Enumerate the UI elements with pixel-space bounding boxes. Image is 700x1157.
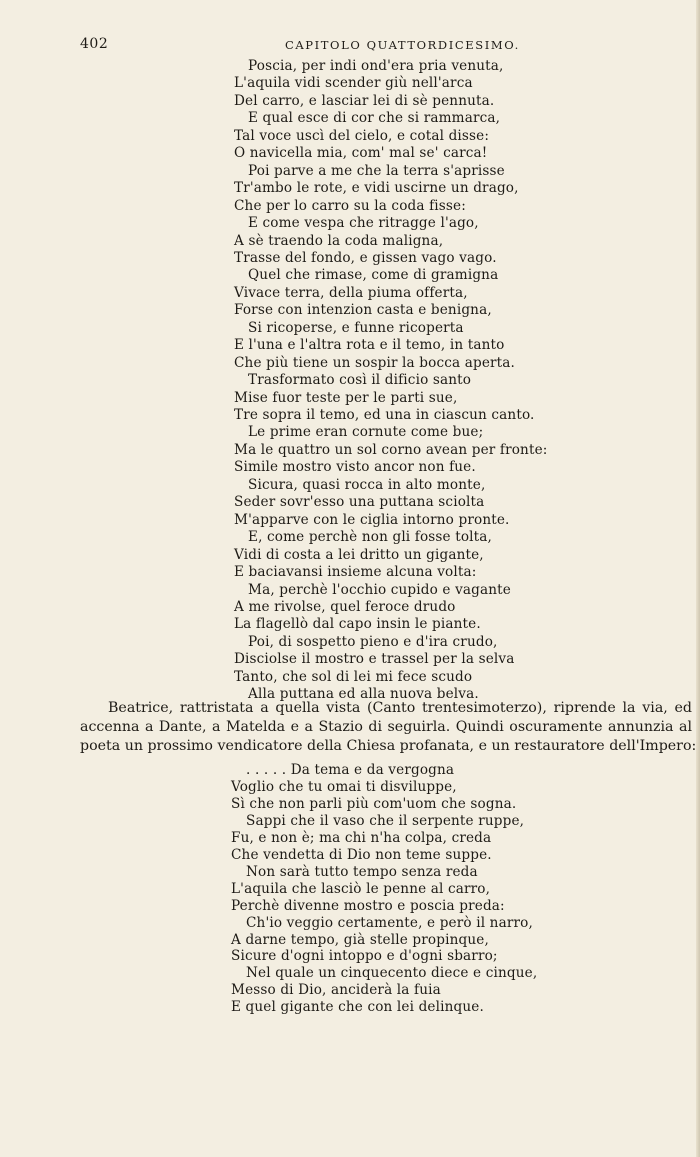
- verse-line: A sè traendo la coda maligna,: [234, 232, 444, 249]
- verse-line: Messo di Dio, anciderà la fuia: [231, 982, 441, 999]
- verse-line: A darne tempo, già stelle propinque,: [231, 931, 489, 948]
- verse-line: . . . . . Da tema e da vergogna: [246, 762, 455, 778]
- prose-paragraph: [80, 699, 697, 756]
- verse-line: Forse con intenzion casta e benigna,: [234, 302, 492, 319]
- verse-line: Nel quale un cinquecento diece e cinque,: [246, 965, 538, 982]
- verse-line: Vidi di costa a lei dritto un gigante,: [234, 546, 484, 563]
- verse-line: E baciavansi insieme alcuna volta:: [234, 564, 477, 581]
- verse-line: Seder sovr'esso una puttana sciolta: [234, 494, 485, 511]
- verse-line: O navicella mia, com' mal se' carca!: [234, 145, 488, 162]
- verse-line: Poi, di sospetto pieno e d'ira crudo,: [248, 633, 498, 650]
- verse-line: Disciolse il mostro e trassel per la selva: [234, 651, 515, 668]
- verse-line: La flagellò dal capo insin le piante.: [234, 616, 481, 633]
- verse-line: Del carro, e lasciar lei di sè pennuta.: [234, 92, 495, 109]
- verse-line: Ma, perchè l'occhio cupido e vagante: [248, 581, 511, 598]
- verse-line: Trasformato così il dificio santo: [248, 372, 472, 389]
- page-number: 402: [80, 36, 109, 52]
- page-edge: [696, 0, 700, 1157]
- verse-line: Ch'io veggio certamente, e però il narro,: [246, 914, 533, 931]
- verse-line: L'aquila che lasciò le penne al carro,: [231, 880, 491, 897]
- verse-line: L'aquila vidi scender giù nell'arca: [234, 75, 473, 92]
- verse-line: Si ricoperse, e funne ricoperta: [248, 319, 464, 336]
- prose-line: Beatrice, rattristata a quella vista (Canto trentesimoterzo), riprende la via, ed: [108, 700, 692, 716]
- verse-line: Sicura, quasi rocca in alto monte,: [248, 476, 486, 493]
- verse-line: Che per lo carro su la coda fisse:: [234, 197, 466, 214]
- verse-line: E l'una e l'altra rota e il temo, in tanto: [234, 337, 505, 354]
- verse-line: Sicure d'ogni intoppo e d'ogni sbarro;: [231, 948, 498, 965]
- verse-line: Le prime eran cornute come bue;: [248, 424, 484, 441]
- verse-line: Quel che rimase, come di gramigna: [248, 267, 499, 284]
- verse-line: Tre sopra il temo, ed una in ciascun canto.: [234, 407, 535, 423]
- verse-line: Che più tiene un sospir la bocca aperta.: [234, 354, 516, 371]
- verse-line: Fu, e non è; ma chi n'ha colpa, creda: [231, 829, 492, 846]
- verse-line: Sappi che il vaso che il serpente ruppe,: [246, 812, 525, 829]
- verse-line: Tal voce uscì del cielo, e cotal disse:: [234, 127, 490, 144]
- verse-line: M'apparve con le ciglia intorno pronte.: [234, 511, 510, 528]
- verse-line: E quel gigante che con lei delinque.: [231, 999, 484, 1016]
- verse-line: Mise fuor teste per le parti sue,: [234, 389, 458, 406]
- verse-line: Perchè divenne mostro e poscia preda:: [231, 897, 505, 914]
- verse-line: A me rivolse, quel feroce drudo: [234, 598, 456, 615]
- prose-line: poeta un prossimo vendicatore della Chiesa profanata, e un restauratore dell'Impero:: [80, 738, 697, 754]
- verse-line: Voglio che tu omai ti disviluppe,: [231, 778, 457, 795]
- running-title: CAPITOLO QUATTORDICESIMO.: [285, 38, 520, 52]
- verse-line: Sì che non parli più com'uom che sogna.: [231, 795, 517, 812]
- verse-line: Che vendetta di Dio non teme suppe.: [231, 846, 492, 863]
- verse-line: Poi parve a me che la terra s'aprisse: [248, 162, 505, 179]
- verse-line: E qual esce di cor che si rammarca,: [248, 110, 501, 127]
- prose-line: accenna a Dante, a Matelda e a Stazio di seguirla. Quindi oscuramente annunzia al: [80, 719, 692, 735]
- verse-line: Vivace terra, della piuma offerta,: [234, 284, 468, 301]
- verse-line: Alla puttana ed alla nuova belva.: [248, 686, 479, 703]
- verse-line: E come vespa che ritragge l'ago,: [248, 215, 479, 232]
- verse-line: E, come perchè non gli fosse tolta,: [248, 529, 492, 546]
- verse-line: Ma le quattro un sol corno avean per fronte:: [234, 441, 548, 458]
- verse-line: Tanto, che sol di lei mi fece scudo: [234, 668, 473, 685]
- verse-line: Trasse del fondo, e gissen vago vago.: [234, 249, 497, 266]
- verse-line: Simile mostro visto ancor non fue.: [234, 459, 476, 476]
- verse-line: Non sarà tutto tempo senza reda: [246, 863, 478, 880]
- verse-line: Tr'ambo le rote, e vidi uscirne un drago,: [234, 180, 519, 197]
- verse-line: Poscia, per indi ond'era pria venuta,: [248, 58, 504, 74]
